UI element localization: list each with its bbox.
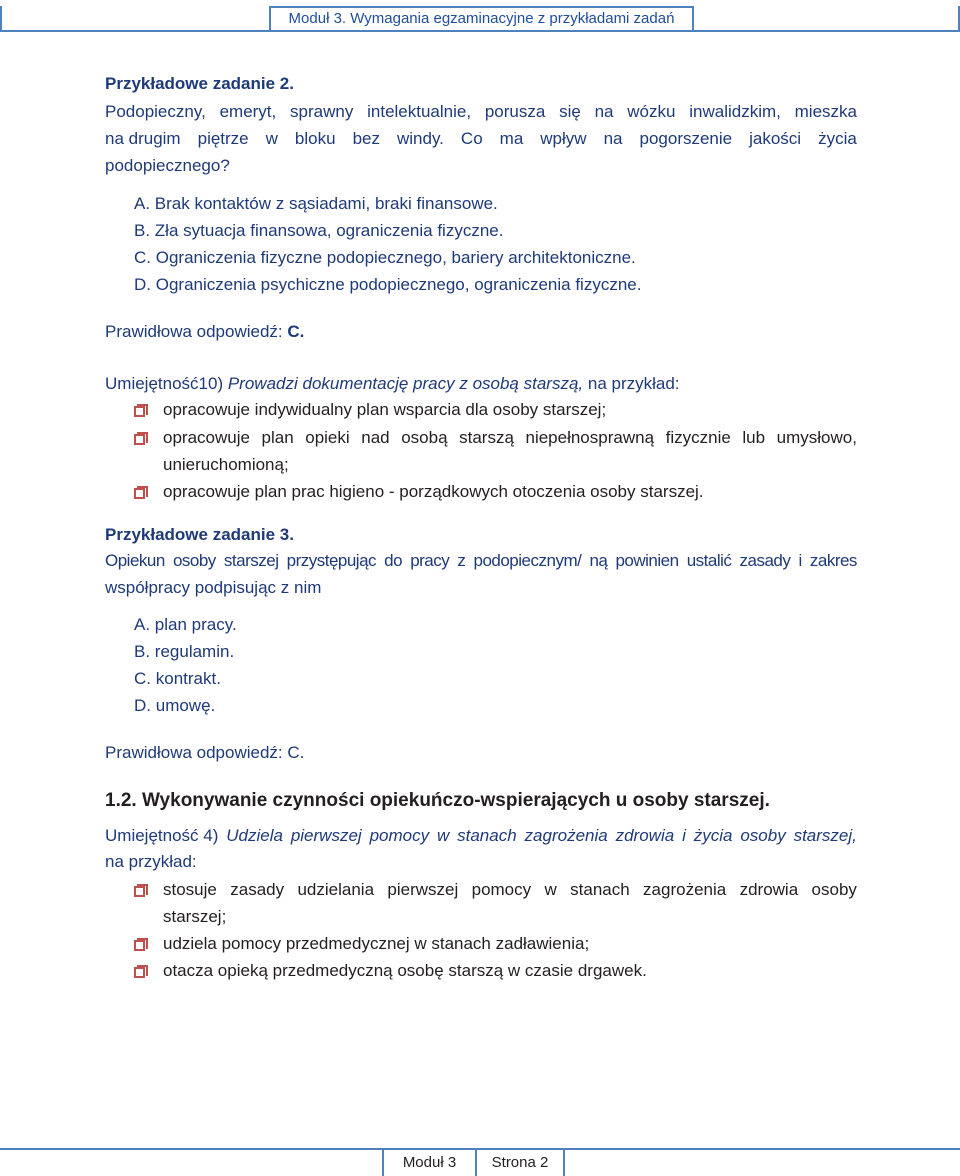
word: i [682, 826, 686, 845]
word: zasady [230, 880, 285, 899]
word: fizycznie [665, 428, 731, 447]
task2-option-a: A. Brak kontaktów z sąsiadami, braki finansowe. [134, 194, 498, 213]
word: starszej [223, 551, 279, 570]
word: na [594, 102, 614, 121]
word: pierwszej [290, 826, 362, 845]
task3-option-b: B. regulamin. [134, 642, 235, 661]
task3-answer: Prawidłowa odpowiedź: C. [105, 743, 305, 762]
word: zagrożenia [524, 826, 608, 845]
word: z [457, 551, 466, 570]
word: opracowuje [163, 428, 250, 447]
word: sprawny [290, 102, 354, 121]
word: intelektualnie, [367, 102, 472, 121]
word: pracy [410, 551, 450, 570]
word: na [603, 129, 623, 148]
word: podopiecznym/ [473, 551, 582, 570]
word: przystępując [286, 551, 377, 570]
word: opieki [305, 428, 350, 447]
header-title: Moduł 3. Wymagania egzaminacyjne z przykładami zadań [269, 6, 694, 32]
skill10-bullet1: opracowuje indywidualny plan wsparcia dla osoby starszej; [163, 400, 607, 419]
word: na drugim [105, 129, 181, 148]
word: zasady [739, 551, 791, 570]
word: się [559, 102, 581, 121]
word: emeryt, [219, 102, 277, 121]
checkbox-bullet-icon [134, 404, 149, 417]
task2-option-d: D. Ograniczenia psychiczne podopiecznego, ograniczenia fizyczne. [134, 275, 642, 294]
skill4-bullet1-line2: starszej; [163, 907, 227, 926]
word: inwalidzkim, [689, 102, 781, 121]
skill10-title: Umiejętność10) Prowadzi dokumentację pracy z osobą starszą, na przykład: [105, 374, 680, 393]
task2-answer: Prawidłowa odpowiedź: C. [105, 322, 305, 341]
checkbox-bullet-icon [134, 486, 149, 499]
footer-page-number: Strona 2 [475, 1148, 565, 1176]
header-rule-right [694, 30, 960, 32]
word: zagrożenia [643, 880, 727, 899]
skill4-bullet1-line1 [163, 880, 857, 900]
task2-heading: Przykładowe zadanie 2. [105, 74, 294, 93]
task3-question-line2: współpracy podpisując z nim [105, 578, 322, 597]
word: piętrze [197, 129, 249, 148]
skill4-title-line2: na przykład: [105, 852, 197, 871]
word: w [265, 129, 278, 148]
word: windy. [396, 129, 444, 148]
word: starszą [459, 428, 514, 447]
word: pomocy [369, 826, 430, 845]
task3-question-line1 [105, 551, 857, 571]
word: osobą [401, 428, 448, 447]
word: niepełnosprawną [525, 428, 655, 447]
word: porusza [484, 102, 546, 121]
skill4-bullet2: udziela pomocy przedmedycznej w stanach zadławienia; [163, 934, 590, 953]
task3-heading: Przykładowe zadanie 3. [105, 525, 294, 544]
word: bloku [294, 129, 336, 148]
footer-rule-left [0, 1148, 384, 1150]
task2-option-c: C. Ograniczenia fizyczne podopiecznego, bariery architektoniczne. [134, 248, 636, 267]
word: bez [352, 129, 380, 148]
word: wózku [627, 102, 676, 121]
word: osoby [740, 826, 786, 845]
word: Udziela [226, 826, 283, 845]
checkbox-bullet-icon [134, 938, 149, 951]
word: stosuje [163, 880, 217, 899]
word: lub [742, 428, 766, 447]
word: stanach [570, 880, 630, 899]
word: udzielania [297, 880, 375, 899]
word: zdrowia [739, 880, 799, 899]
word: ustalić [686, 551, 732, 570]
word: pogorszenie [639, 129, 733, 148]
word: wpływ [540, 129, 587, 148]
task2-question-line2 [105, 129, 857, 149]
word: mieszka [794, 102, 857, 121]
word: pomocy [471, 880, 532, 899]
skill4-title-line1: Umiejętność 4) Udziela pierwszej pomocy w stanach zagrożenia zdrowia i życia osoby starszej, [105, 826, 857, 845]
word: i [798, 551, 802, 570]
checkbox-bullet-icon [134, 432, 149, 445]
task2-question-line3: podopiecznego? [105, 156, 230, 175]
word: zdrowia [615, 826, 675, 845]
word: osoby [172, 551, 216, 570]
task2-option-b: B. Zła sytuacja finansowa, ograniczenia fizyczne. [134, 221, 504, 240]
word: ma [499, 129, 524, 148]
skill4-bullet3: otacza opieką przedmedyczną osobę starszą w czasie drgawek. [163, 961, 647, 980]
word: do [384, 551, 403, 570]
word: jakości [749, 129, 802, 148]
footer-module: Moduł 3 [382, 1148, 477, 1176]
task3-option-d: D. umowę. [134, 696, 216, 715]
word: powinien [615, 551, 679, 570]
header-border-left [0, 6, 2, 32]
word: Co [460, 129, 483, 148]
section-1-2-heading: 1.2. Wykonywanie czynności opiekuńczo-wspierających u osoby starszej. [105, 790, 770, 811]
skill10-bullet2-line1 [163, 428, 857, 448]
skill10-bullet2-line2: unieruchomioną; [163, 455, 289, 474]
word: życia [818, 129, 857, 148]
word: życia [693, 826, 733, 845]
checkbox-bullet-icon [134, 965, 149, 978]
word: nad [361, 428, 390, 447]
word: Opiekun [105, 551, 165, 570]
word: ną [589, 551, 608, 570]
task3-option-a: A. plan pracy. [134, 615, 237, 634]
word: starszej, [793, 826, 857, 845]
word: zakres [809, 551, 857, 570]
word: w [436, 826, 450, 845]
skill10-bullet3: opracowuje plan prac higieno - porządkowych otoczenia osoby starszej. [163, 482, 704, 501]
checkbox-bullet-icon [134, 884, 149, 897]
footer-rule-right [563, 1148, 960, 1150]
word: w [544, 880, 557, 899]
task2-question-line1 [105, 102, 857, 122]
word: plan [261, 428, 294, 447]
task3-option-c: C. kontrakt. [134, 669, 221, 688]
word: umysłowo, [776, 428, 857, 447]
word: stanach [457, 826, 517, 845]
header-rule-left [0, 30, 269, 32]
word: Podopieczny, [105, 102, 206, 121]
word: pierwszej [387, 880, 459, 899]
word: osoby [811, 880, 857, 899]
